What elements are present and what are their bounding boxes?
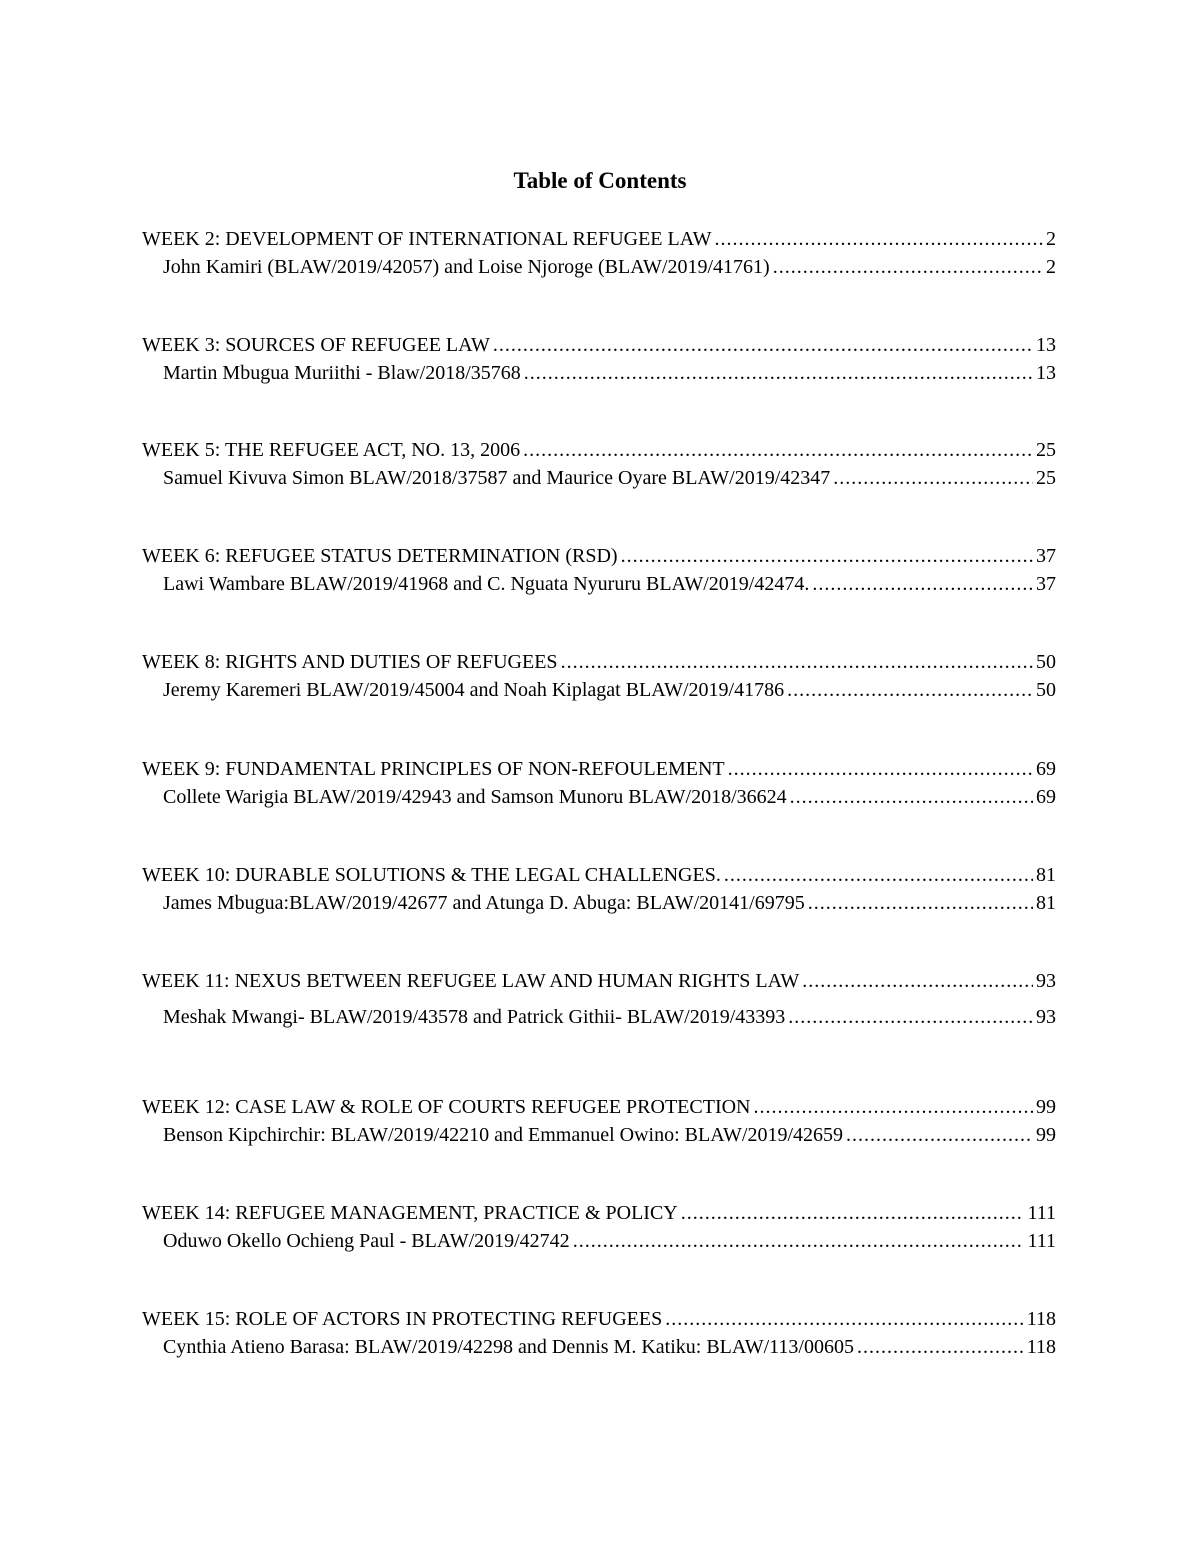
toc-entry-text: WEEK 12: CASE LAW & ROLE OF COURTS REFUGEE PROTECTION [142, 1096, 751, 1118]
toc-entry-text: Samuel Kivuva Simon BLAW/2018/37587 and Maurice Oyare BLAW/2019/42347 [163, 467, 831, 489]
toc-dot-leader [523, 437, 1033, 463]
toc-page-number: 93 [1036, 970, 1056, 992]
toc-entry-text: Oduwo Okello Ochieng Paul - BLAW/2019/42742 [163, 1230, 570, 1252]
toc-week-entry[interactable] [142, 332, 1056, 358]
toc-page-number: 69 [1036, 786, 1056, 808]
toc-dot-leader [812, 571, 1033, 597]
toc-entry-text: Cynthia Atieno Barasa: BLAW/2019/42298 and Dennis M. Katiku: BLAW/113/00605 [163, 1336, 854, 1358]
toc-authors-entry[interactable] [163, 1228, 1056, 1254]
toc-page-number: 111 [1027, 1230, 1056, 1252]
toc-dot-leader [754, 1094, 1034, 1120]
toc-dot-leader [728, 756, 1033, 782]
toc-authors-entry[interactable] [163, 784, 1056, 810]
toc-dot-leader [573, 1228, 1025, 1254]
toc-dot-leader [493, 332, 1033, 358]
toc-dot-leader [787, 677, 1033, 703]
toc-dot-leader [665, 1306, 1024, 1332]
toc-page-number: 111 [1027, 1202, 1056, 1224]
toc-entry-text: Jeremy Karemeri BLAW/2019/45004 and Noah Kiplagat BLAW/2019/41786 [163, 679, 785, 701]
toc-entry-text: WEEK 5: THE REFUGEE ACT, NO. 13, 2006 [142, 439, 521, 461]
toc-page-number: 50 [1036, 679, 1056, 701]
toc-page-number: 81 [1036, 892, 1056, 914]
toc-dot-leader [724, 862, 1033, 888]
toc-entry-text: WEEK 10: DURABLE SOLUTIONS & THE LEGAL CHALLENGES. [142, 864, 721, 886]
toc-authors-entry[interactable] [163, 360, 1056, 386]
toc-entry-text: Collete Warigia BLAW/2019/42943 and Samson Munoru BLAW/2018/36624 [163, 786, 787, 808]
toc-entry-text: John Kamiri (BLAW/2019/42057) and Loise Njoroge (BLAW/2019/41761) [163, 256, 770, 278]
toc-dot-leader [773, 254, 1043, 280]
toc-page-number: 99 [1036, 1124, 1056, 1146]
toc-week-entry[interactable] [142, 649, 1056, 675]
toc-dot-leader [788, 1004, 1033, 1030]
toc-entry-text: WEEK 14: REFUGEE MANAGEMENT, PRACTICE & POLICY [142, 1202, 678, 1224]
toc-page-number: 2 [1046, 228, 1056, 250]
toc-dot-leader [802, 968, 1033, 994]
toc-dot-leader [790, 784, 1033, 810]
toc-dot-leader [808, 890, 1033, 916]
toc-dot-leader [561, 649, 1033, 675]
toc-page-number: 25 [1036, 467, 1056, 489]
toc-title: Table of Contents [513, 168, 687, 193]
toc-entry-text: WEEK 2: DEVELOPMENT OF INTERNATIONAL REFUGEE LAW [142, 228, 712, 250]
toc-authors-entry[interactable] [163, 677, 1056, 703]
toc-authors-entry[interactable] [163, 465, 1056, 491]
toc-week-entry[interactable] [142, 437, 1056, 463]
toc-page-number: 81 [1036, 864, 1056, 886]
toc-dot-leader [621, 543, 1033, 569]
toc-page-number: 25 [1036, 439, 1056, 461]
toc-week-entry[interactable] [142, 1200, 1056, 1226]
toc-page-number: 13 [1036, 362, 1056, 384]
toc-authors-entry[interactable] [163, 1122, 1056, 1148]
toc-page-number: 69 [1036, 758, 1056, 780]
toc-week-entry[interactable] [142, 226, 1056, 252]
toc-authors-entry[interactable] [163, 254, 1056, 280]
toc-dot-leader [714, 226, 1043, 252]
toc-entry-text: WEEK 15: ROLE OF ACTORS IN PROTECTING REFUGEES [142, 1308, 663, 1330]
toc-page-number: 50 [1036, 651, 1056, 673]
toc-authors-entry[interactable] [163, 1334, 1056, 1360]
toc-entry-text: Lawi Wambare BLAW/2019/41968 and C. Nguata Nyururu BLAW/2019/42474. [163, 573, 810, 595]
toc-dot-leader [846, 1122, 1033, 1148]
toc-entry-text: Meshak Mwangi- BLAW/2019/43578 and Patrick Githii- BLAW/2019/43393 [163, 1006, 786, 1028]
toc-page-number: 99 [1036, 1096, 1056, 1118]
toc-week-entry[interactable] [142, 1094, 1056, 1120]
toc-week-entry[interactable] [142, 862, 1056, 888]
toc-dot-leader [857, 1334, 1024, 1360]
toc-week-entry[interactable] [142, 1306, 1056, 1332]
toc-entry-text: Benson Kipchirchir: BLAW/2019/42210 and Emmanuel Owino: BLAW/2019/42659 [163, 1124, 844, 1146]
toc-entry-text: WEEK 9: FUNDAMENTAL PRINCIPLES OF NON-REFOULEMENT [142, 758, 725, 780]
toc-week-entry[interactable] [142, 543, 1056, 569]
toc-week-entry[interactable] [142, 968, 1056, 994]
toc-entry-text: WEEK 3: SOURCES OF REFUGEE LAW [142, 334, 490, 356]
toc-page-number: 118 [1026, 1308, 1056, 1330]
toc-page-number: 13 [1036, 334, 1056, 356]
toc-entry-text: WEEK 8: RIGHTS AND DUTIES OF REFUGEES [142, 651, 558, 673]
toc-authors-entry[interactable] [163, 890, 1056, 916]
toc-entry-text: James Mbugua:BLAW/2019/42677 and Atunga D. Abuga: BLAW/20141/69795 [163, 892, 805, 914]
toc-dot-leader [681, 1200, 1025, 1226]
toc-week-entry[interactable] [142, 756, 1056, 782]
toc-page-number: 37 [1036, 573, 1056, 595]
toc-dot-leader [833, 465, 1033, 491]
toc-page-number: 2 [1046, 256, 1056, 278]
toc-entry-text: WEEK 6: REFUGEE STATUS DETERMINATION (RSD) [142, 545, 618, 567]
toc-page-number: 37 [1036, 545, 1056, 567]
toc-page-number: 118 [1026, 1336, 1056, 1358]
toc-dot-leader [524, 360, 1033, 386]
toc-authors-entry[interactable] [163, 1004, 1056, 1030]
toc-entry-text: Martin Mbugua Muriithi - Blaw/2018/35768 [163, 362, 521, 384]
toc-page-number: 93 [1036, 1006, 1056, 1028]
toc-entry-text: WEEK 11: NEXUS BETWEEN REFUGEE LAW AND HUMAN RIGHTS LAW [142, 970, 800, 992]
toc-authors-entry[interactable] [163, 571, 1056, 597]
